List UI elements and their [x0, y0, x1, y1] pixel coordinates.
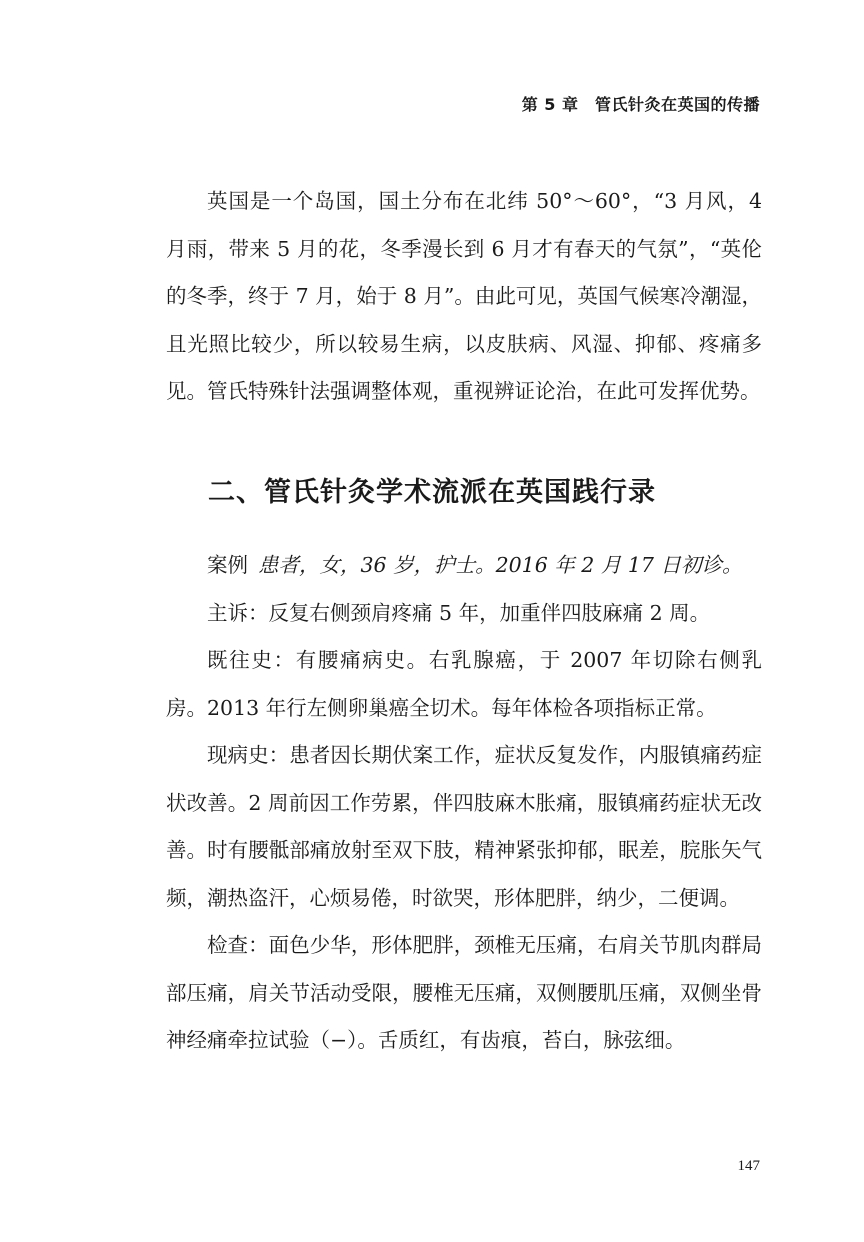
page-number: 147 — [737, 1158, 760, 1174]
running-header-chapter-title: 第 5 章 管氏针灸在英国的传播 — [521, 95, 760, 114]
present-history-paragraph: 现病史：患者因长期伏案工作，症状反复发作，内服镇痛药症状改善。2 周前因工作劳累，伴四肢麻木胀痛，服镇痛药症状无改善。时有腰骶部痛放射至双下肢，精神紧张抑郁，眠差，脘胀矢气频，潮热盗汗，心烦易倦，时欲哭，形体肥胖，纳少，二便调。 — [166, 743, 762, 910]
intro-paragraph: 英国是一个岛国，国土分布在北纬 50°～60°，“3 月风，4 月雨，带来 5 月的花，冬季漫长到 6 月才有春天的气氛”，“英伦的冬季，终于 7 月，始于 8 月”。由此可见，英国气候寒冷潮湿，且光照比较少，所以较易生病，以皮肤病、风湿、抑郁、疼痛多见。管氏特殊针法强调整体观，重视辨证论治，在此可发挥优势。 — [166, 189, 762, 403]
case-record — [166, 542, 762, 1065]
past-history-paragraph: 既往史：有腰痛病史。右乳腺癌，于 2007 年切除右侧乳房。2013 年行左侧卵巢癌全切术。每年体检各项指标正常。 — [166, 648, 762, 720]
case-label: 案例 — [207, 553, 248, 577]
section-heading: 二、管氏针灸学术流派在英国践行录 — [208, 477, 656, 508]
case-patient-info: 患者，女，36 岁，护士。2016 年 2 月 17 日初诊。 — [258, 553, 743, 577]
chief-complaint-paragraph: 主诉：反复右侧颈肩疼痛 5 年，加重伴四肢麻痛 2 周。 — [207, 600, 711, 625]
examination-paragraph: 检查：面色少华，形体肥胖，颈椎无压痛，右肩关节肌肉群局部压痛，肩关节活动受限，腰椎无压痛，双侧腰肌压痛，双侧坐骨神经痛牵拉试验（−）。舌质红，有齿痕，苔白，脉弦细。 — [166, 933, 762, 1052]
case-intro-line — [166, 542, 762, 590]
